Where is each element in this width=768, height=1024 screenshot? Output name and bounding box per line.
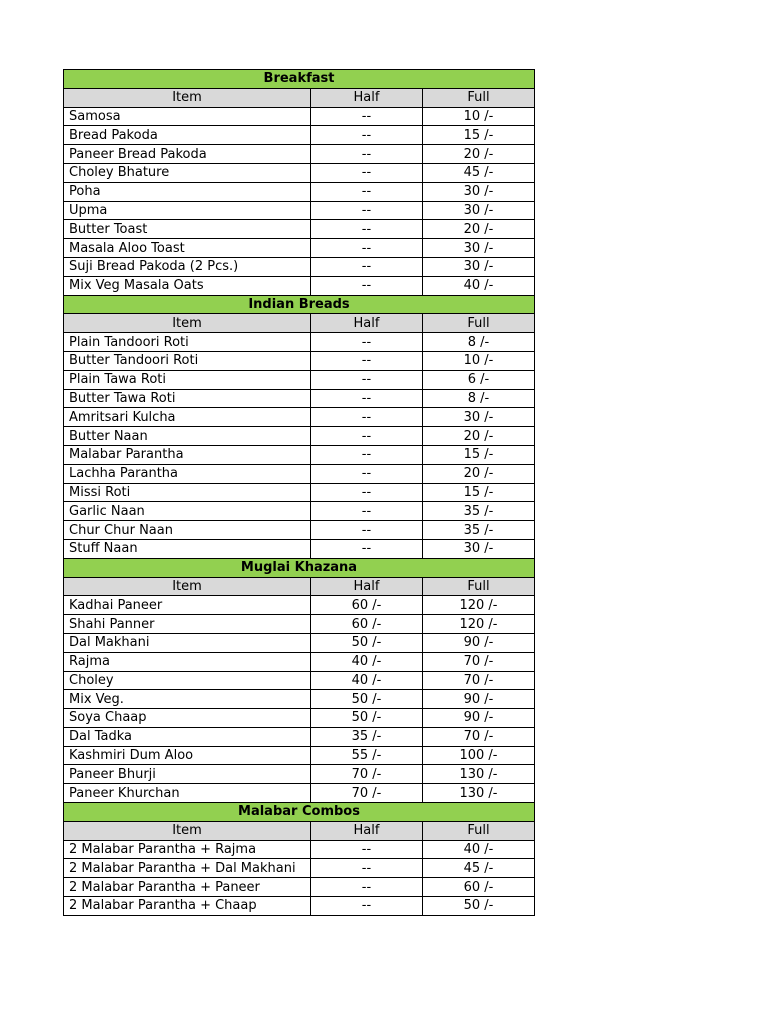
menu-item-cell: 2 Malabar Parantha + Chaap (64, 897, 311, 916)
menu-row (64, 445, 535, 464)
menu-item-cell: Stuff Naan (64, 539, 311, 558)
menu-half-cell: 40 /- (311, 671, 423, 690)
menu-half-cell: 50 /- (311, 709, 423, 728)
menu-item-cell: Butter Tandoori Roti (64, 351, 311, 370)
column-header-half: Half (311, 88, 423, 107)
menu-row (64, 126, 535, 145)
column-header-item: Item (64, 821, 311, 840)
menu-row (64, 633, 535, 652)
menu-full-cell: 90 /- (423, 633, 535, 652)
menu-full-cell: 70 /- (423, 652, 535, 671)
column-header-half: Half (311, 821, 423, 840)
menu-item-cell: Choley Bhature (64, 163, 311, 182)
menu-item-cell: Choley (64, 671, 311, 690)
menu-item-cell: Amritsari Kulcha (64, 408, 311, 427)
menu-full-cell: 35 /- (423, 502, 535, 521)
menu-full-cell: 8 /- (423, 389, 535, 408)
section-title: Indian Breads (64, 295, 535, 314)
menu-row (64, 220, 535, 239)
menu-row (64, 671, 535, 690)
section-header-muglai-khazana (64, 558, 535, 577)
menu-item-cell: Dal Makhani (64, 633, 311, 652)
column-header-full: Full (423, 314, 535, 333)
menu-row (64, 427, 535, 446)
menu-full-cell: 120 /- (423, 596, 535, 615)
menu-item-cell: Mix Veg Masala Oats (64, 276, 311, 295)
menu-item-cell: Paneer Khurchan (64, 784, 311, 803)
menu-full-cell: 45 /- (423, 859, 535, 878)
menu-half-cell: 40 /- (311, 652, 423, 671)
menu-full-cell: 15 /- (423, 445, 535, 464)
menu-half-cell: -- (311, 370, 423, 389)
menu-row (64, 878, 535, 897)
menu-full-cell: 130 /- (423, 765, 535, 784)
menu-row (64, 163, 535, 182)
menu-full-cell: 30 /- (423, 539, 535, 558)
menu-full-cell: 30 /- (423, 239, 535, 258)
menu-row (64, 746, 535, 765)
menu-item-cell: Butter Toast (64, 220, 311, 239)
column-header-full: Full (423, 577, 535, 596)
menu-item-cell: Lachha Parantha (64, 464, 311, 483)
menu-row (64, 351, 535, 370)
menu-half-cell: -- (311, 333, 423, 352)
menu-full-cell: 10 /- (423, 107, 535, 126)
menu-half-cell: -- (311, 539, 423, 558)
menu-row (64, 615, 535, 634)
menu-half-cell: -- (311, 897, 423, 916)
menu-half-cell: -- (311, 182, 423, 201)
menu-row (64, 107, 535, 126)
menu-full-cell: 6 /- (423, 370, 535, 389)
menu-half-cell: -- (311, 276, 423, 295)
menu-item-cell: Soya Chaap (64, 709, 311, 728)
menu-row (64, 784, 535, 803)
menu-full-cell: 8 /- (423, 333, 535, 352)
menu-half-cell: -- (311, 163, 423, 182)
menu-row (64, 502, 535, 521)
menu-full-cell: 100 /- (423, 746, 535, 765)
section-header-malabar-combos (64, 803, 535, 822)
menu-row (64, 464, 535, 483)
menu-half-cell: 50 /- (311, 633, 423, 652)
menu-full-cell: 50 /- (423, 897, 535, 916)
menu-item-cell: Butter Tawa Roti (64, 389, 311, 408)
menu-row (64, 897, 535, 916)
menu-full-cell: 70 /- (423, 727, 535, 746)
menu-full-cell: 10 /- (423, 351, 535, 370)
menu-row (64, 840, 535, 859)
menu-full-cell: 20 /- (423, 427, 535, 446)
menu-full-cell: 20 /- (423, 220, 535, 239)
menu-half-cell: -- (311, 145, 423, 164)
menu-row (64, 201, 535, 220)
menu-item-cell: Chur Chur Naan (64, 521, 311, 540)
menu-item-cell: Paneer Bhurji (64, 765, 311, 784)
menu-half-cell: 70 /- (311, 765, 423, 784)
menu-half-cell: -- (311, 408, 423, 427)
menu-half-cell: -- (311, 878, 423, 897)
section-title: Malabar Combos (64, 803, 535, 822)
menu-half-cell: -- (311, 239, 423, 258)
menu-body (64, 70, 535, 916)
menu-row (64, 596, 535, 615)
menu-row (64, 652, 535, 671)
menu-half-cell: -- (311, 859, 423, 878)
menu-half-cell: -- (311, 502, 423, 521)
menu-row (64, 333, 535, 352)
menu-half-cell: -- (311, 840, 423, 859)
menu-item-cell: Butter Naan (64, 427, 311, 446)
menu-full-cell: 30 /- (423, 408, 535, 427)
menu-row (64, 182, 535, 201)
menu-half-cell: -- (311, 445, 423, 464)
menu-full-cell: 15 /- (423, 126, 535, 145)
menu-full-cell: 60 /- (423, 878, 535, 897)
section-header-breakfast (64, 70, 535, 89)
menu-row (64, 690, 535, 709)
menu-item-cell: Bread Pakoda (64, 126, 311, 145)
menu-half-cell: -- (311, 389, 423, 408)
menu-half-cell: -- (311, 464, 423, 483)
menu-item-cell: Kadhai Paneer (64, 596, 311, 615)
menu-full-cell: 20 /- (423, 145, 535, 164)
menu-item-cell: Plain Tawa Roti (64, 370, 311, 389)
menu-full-cell: 70 /- (423, 671, 535, 690)
column-header-row (64, 88, 535, 107)
menu-half-cell: -- (311, 427, 423, 446)
menu-row (64, 408, 535, 427)
menu-full-cell: 130 /- (423, 784, 535, 803)
menu-row (64, 239, 535, 258)
menu-item-cell: Masala Aloo Toast (64, 239, 311, 258)
menu-full-cell: 35 /- (423, 521, 535, 540)
menu-row (64, 859, 535, 878)
menu-row (64, 389, 535, 408)
section-title: Breakfast (64, 70, 535, 89)
section-header-indian-breads (64, 295, 535, 314)
menu-row (64, 276, 535, 295)
column-header-item: Item (64, 577, 311, 596)
menu-half-cell: 60 /- (311, 596, 423, 615)
menu-item-cell: Upma (64, 201, 311, 220)
menu-item-cell: Shahi Panner (64, 615, 311, 634)
menu-half-cell: -- (311, 351, 423, 370)
column-header-half: Half (311, 577, 423, 596)
menu-item-cell: Malabar Parantha (64, 445, 311, 464)
menu-item-cell: 2 Malabar Parantha + Dal Makhani (64, 859, 311, 878)
menu-row (64, 539, 535, 558)
menu-half-cell: 50 /- (311, 690, 423, 709)
menu-row (64, 145, 535, 164)
menu-item-cell: Dal Tadka (64, 727, 311, 746)
menu-item-cell: Suji Bread Pakoda (2 Pcs.) (64, 257, 311, 276)
menu-half-cell: -- (311, 483, 423, 502)
menu-full-cell: 45 /- (423, 163, 535, 182)
menu-row (64, 370, 535, 389)
column-header-half: Half (311, 314, 423, 333)
menu-half-cell: -- (311, 107, 423, 126)
menu-half-cell: -- (311, 257, 423, 276)
menu-row (64, 765, 535, 784)
menu-half-cell: 70 /- (311, 784, 423, 803)
menu-full-cell: 120 /- (423, 615, 535, 634)
column-header-item: Item (64, 314, 311, 333)
column-header-row (64, 314, 535, 333)
menu-item-cell: Plain Tandoori Roti (64, 333, 311, 352)
menu-half-cell: -- (311, 126, 423, 145)
menu-item-cell: Mix Veg. (64, 690, 311, 709)
menu-full-cell: 30 /- (423, 201, 535, 220)
menu-half-cell: 55 /- (311, 746, 423, 765)
menu-item-cell: 2 Malabar Parantha + Paneer (64, 878, 311, 897)
menu-full-cell: 40 /- (423, 840, 535, 859)
menu-full-cell: 20 /- (423, 464, 535, 483)
menu-item-cell: Kashmiri Dum Aloo (64, 746, 311, 765)
menu-row (64, 257, 535, 276)
menu-half-cell: -- (311, 521, 423, 540)
menu-full-cell: 30 /- (423, 182, 535, 201)
menu-half-cell: -- (311, 201, 423, 220)
menu-half-cell: 35 /- (311, 727, 423, 746)
column-header-row (64, 577, 535, 596)
menu-table (63, 69, 535, 916)
menu-item-cell: Paneer Bread Pakoda (64, 145, 311, 164)
menu-item-cell: 2 Malabar Parantha + Rajma (64, 840, 311, 859)
section-title: Muglai Khazana (64, 558, 535, 577)
menu-half-cell: 60 /- (311, 615, 423, 634)
column-header-full: Full (423, 821, 535, 840)
menu-item-cell: Garlic Naan (64, 502, 311, 521)
menu-row (64, 483, 535, 502)
menu-item-cell: Rajma (64, 652, 311, 671)
column-header-item: Item (64, 88, 311, 107)
column-header-row (64, 821, 535, 840)
column-header-full: Full (423, 88, 535, 107)
menu-full-cell: 15 /- (423, 483, 535, 502)
menu-row (64, 521, 535, 540)
menu-row (64, 727, 535, 746)
menu-item-cell: Samosa (64, 107, 311, 126)
menu-full-cell: 30 /- (423, 257, 535, 276)
menu-full-cell: 90 /- (423, 709, 535, 728)
menu-row (64, 709, 535, 728)
menu-half-cell: -- (311, 220, 423, 239)
menu-full-cell: 90 /- (423, 690, 535, 709)
menu-full-cell: 40 /- (423, 276, 535, 295)
menu-item-cell: Missi Roti (64, 483, 311, 502)
menu-item-cell: Poha (64, 182, 311, 201)
